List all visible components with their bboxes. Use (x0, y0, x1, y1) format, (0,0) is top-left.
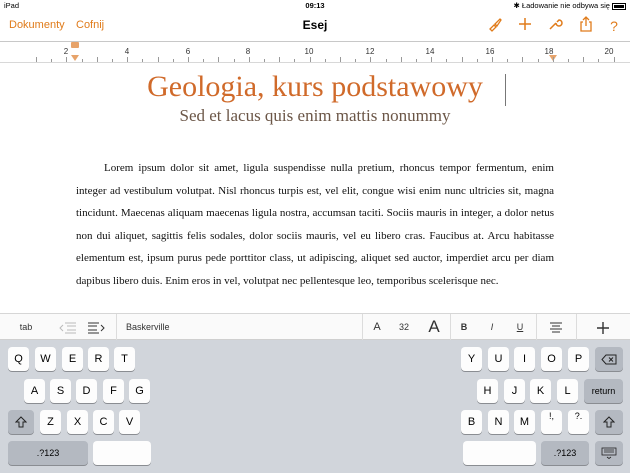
ruler-tick (355, 59, 356, 62)
key-k[interactable]: K (530, 379, 551, 403)
insert-plus-icon[interactable] (592, 314, 614, 340)
ruler-tick (583, 57, 584, 62)
space-left-key[interactable] (93, 441, 151, 465)
key-x[interactable]: X (67, 410, 88, 434)
key-l[interactable]: L (557, 379, 578, 403)
key-j[interactable]: J (504, 379, 525, 403)
ruler-tick (598, 59, 599, 62)
align-center-icon[interactable] (546, 314, 566, 340)
documents-button[interactable]: Dokumenty (9, 19, 65, 31)
share-icon[interactable] (576, 16, 596, 36)
ruler-tick (614, 57, 615, 62)
ruler-tick (522, 57, 523, 62)
plus-icon[interactable] (515, 16, 535, 36)
increase-font-button[interactable]: A (428, 317, 440, 336)
ruler-tick (477, 59, 478, 62)
key-p[interactable]: P (568, 347, 589, 371)
ruler-label: 18 (544, 47, 554, 56)
ruler-tick (66, 57, 67, 62)
italic-button[interactable]: I (490, 322, 494, 332)
ruler-label: 4 (124, 47, 130, 56)
ruler-tick (127, 57, 128, 62)
ruler-tick (82, 59, 83, 62)
format-bar (0, 313, 630, 340)
key-question-period[interactable] (568, 410, 589, 434)
split-keyboard (0, 340, 630, 473)
return-key[interactable]: return (584, 379, 623, 403)
ruler-tick (446, 59, 447, 62)
ruler-tick (36, 57, 37, 62)
ruler-label: 8 (245, 47, 251, 56)
body-paragraph[interactable]: Lorem ipsum dolor sit amet, ligula suspendisse nulla pretium, rhoncus tempor fermentum, enim integer ad vestibulum volutpat. Nisl rhoncus turpis est, vel elit, congue wisi enim nunc ultricies sit, magna tincidunt. Maecenas aliquam maecenas ligula nostra, accumsan taciti. Sociis mauris in integer, a dolor netus non dui aliquet, sagittis felis sodales, dolor sociis mauris, vel eu libero cras. Faucibus at. Arcu habitasse elementum est, ipsum purus pede porttitor class, ut adipiscing, aliquet sed auctor, imperdiet arcu per diam dapibus libero duis. Enim eros in vel, volutpat nec pellentesque leo, temporibus scelerisque nec. (76, 162, 554, 287)
ruler-label: 10 (304, 47, 314, 56)
ruler-tick (416, 59, 417, 62)
ruler-label: 16 (485, 47, 495, 56)
shift-right-key[interactable] (595, 410, 623, 434)
ruler-tick (370, 57, 371, 62)
decrease-font-button[interactable]: A (373, 321, 381, 333)
key-h[interactable]: H (477, 379, 498, 403)
divider (116, 314, 117, 340)
divider (362, 314, 363, 340)
ruler-tick (538, 59, 539, 62)
ruler-tick (51, 59, 52, 62)
status-bar (0, 0, 630, 12)
ruler-label: 14 (425, 47, 435, 56)
tab-button[interactable]: tab (19, 322, 33, 332)
ruler-tick (401, 57, 402, 62)
ruler-tick (568, 59, 569, 62)
ruler-tick (249, 57, 250, 62)
clock: 09:13 (305, 1, 325, 10)
ruler-tick (431, 57, 432, 62)
numbers-left-key[interactable]: .?123 (8, 441, 88, 465)
key-exclamation-comma[interactable] (541, 410, 562, 434)
ruler-tick (325, 59, 326, 62)
ruler-tick (112, 59, 113, 62)
battery-status (514, 1, 626, 10)
ruler-label: 6 (185, 47, 191, 56)
ruler-tick (279, 57, 280, 62)
ruler-tick (264, 59, 265, 62)
space-right-key[interactable] (463, 441, 536, 465)
document-title: Esej (302, 18, 328, 32)
ruler-tick (553, 57, 554, 62)
ruler-label: 12 (365, 47, 375, 56)
battery-icon (612, 3, 626, 10)
numbers-right-key[interactable]: .?123 (541, 441, 589, 465)
key-r[interactable]: R (88, 347, 109, 371)
device-name: iPad (4, 1, 20, 10)
left-indent-marker[interactable] (71, 55, 79, 61)
key-m[interactable]: M (514, 410, 535, 434)
backspace-key[interactable] (595, 347, 623, 371)
key-w[interactable]: W (35, 347, 56, 371)
ruler-tick (507, 59, 508, 62)
keyboard-dismiss-icon[interactable] (595, 441, 623, 465)
ruler-tick (188, 57, 189, 62)
bluetooth-icon: ✱ (513, 1, 520, 10)
key-c[interactable]: C (93, 410, 114, 434)
ruler-tick (158, 57, 159, 62)
key-u[interactable]: U (488, 347, 509, 371)
heading-title[interactable]: Geologia, kurs podstawowy (147, 70, 483, 103)
key-b[interactable]: B (461, 410, 482, 434)
font-size-value: 32 (398, 322, 409, 332)
ruler-tick (218, 57, 219, 62)
outdent-icon[interactable] (56, 314, 80, 340)
divider (576, 314, 577, 340)
ruler-tick (492, 57, 493, 62)
ruler-tick (294, 59, 295, 62)
ruler-label: 2 (63, 47, 69, 56)
indent-icon[interactable] (84, 314, 108, 340)
ruler-tick (310, 57, 311, 62)
shift-left-key[interactable] (8, 410, 34, 434)
font-name-button[interactable]: Baskerville (126, 322, 170, 332)
ruler-tick (386, 59, 387, 62)
ruler-tick (173, 59, 174, 62)
ruler-tick (234, 59, 235, 62)
heading-subtitle[interactable]: Sed et lacus quis enim mattis nonummy (179, 106, 451, 125)
divider (450, 314, 451, 340)
key-s[interactable]: S (50, 379, 71, 403)
key-exclamation-comma-label: !, (548, 411, 554, 421)
ruler-tick (97, 57, 98, 62)
undo-button[interactable]: Cofnij (76, 19, 105, 31)
key-v[interactable]: V (119, 410, 140, 434)
key-e[interactable]: E (62, 347, 83, 371)
divider (536, 314, 537, 340)
top-toolbar (0, 12, 630, 40)
brush-icon[interactable] (485, 16, 505, 36)
key-f[interactable]: F (103, 379, 124, 403)
ruler-tick (142, 59, 143, 62)
text-cursor (505, 74, 506, 106)
ruler-tick (340, 57, 341, 62)
key-n[interactable]: N (488, 410, 509, 434)
ruler-tick (462, 57, 463, 62)
ruler-label: 20 (604, 47, 614, 56)
key-y[interactable]: Y (461, 347, 482, 371)
key-question-period-label: ?. (574, 411, 583, 421)
key-g[interactable]: G (129, 379, 150, 403)
key-z[interactable]: Z (40, 410, 61, 434)
key-o[interactable]: O (541, 347, 562, 371)
battery-text: Ładowanie nie odbywa się (521, 1, 610, 10)
ruler[interactable] (0, 41, 630, 63)
key-d[interactable]: D (76, 379, 97, 403)
wrench-icon[interactable] (545, 16, 565, 36)
underline-button[interactable]: U (516, 322, 524, 332)
key-q[interactable]: Q (8, 347, 29, 371)
ruler-tick (203, 59, 204, 62)
bold-button[interactable]: B (460, 322, 468, 332)
help-icon[interactable]: ? (610, 18, 618, 34)
key-t[interactable]: T (114, 347, 135, 371)
key-i[interactable]: I (514, 347, 535, 371)
key-a[interactable]: A (24, 379, 45, 403)
first-line-indent-marker[interactable] (71, 42, 79, 48)
